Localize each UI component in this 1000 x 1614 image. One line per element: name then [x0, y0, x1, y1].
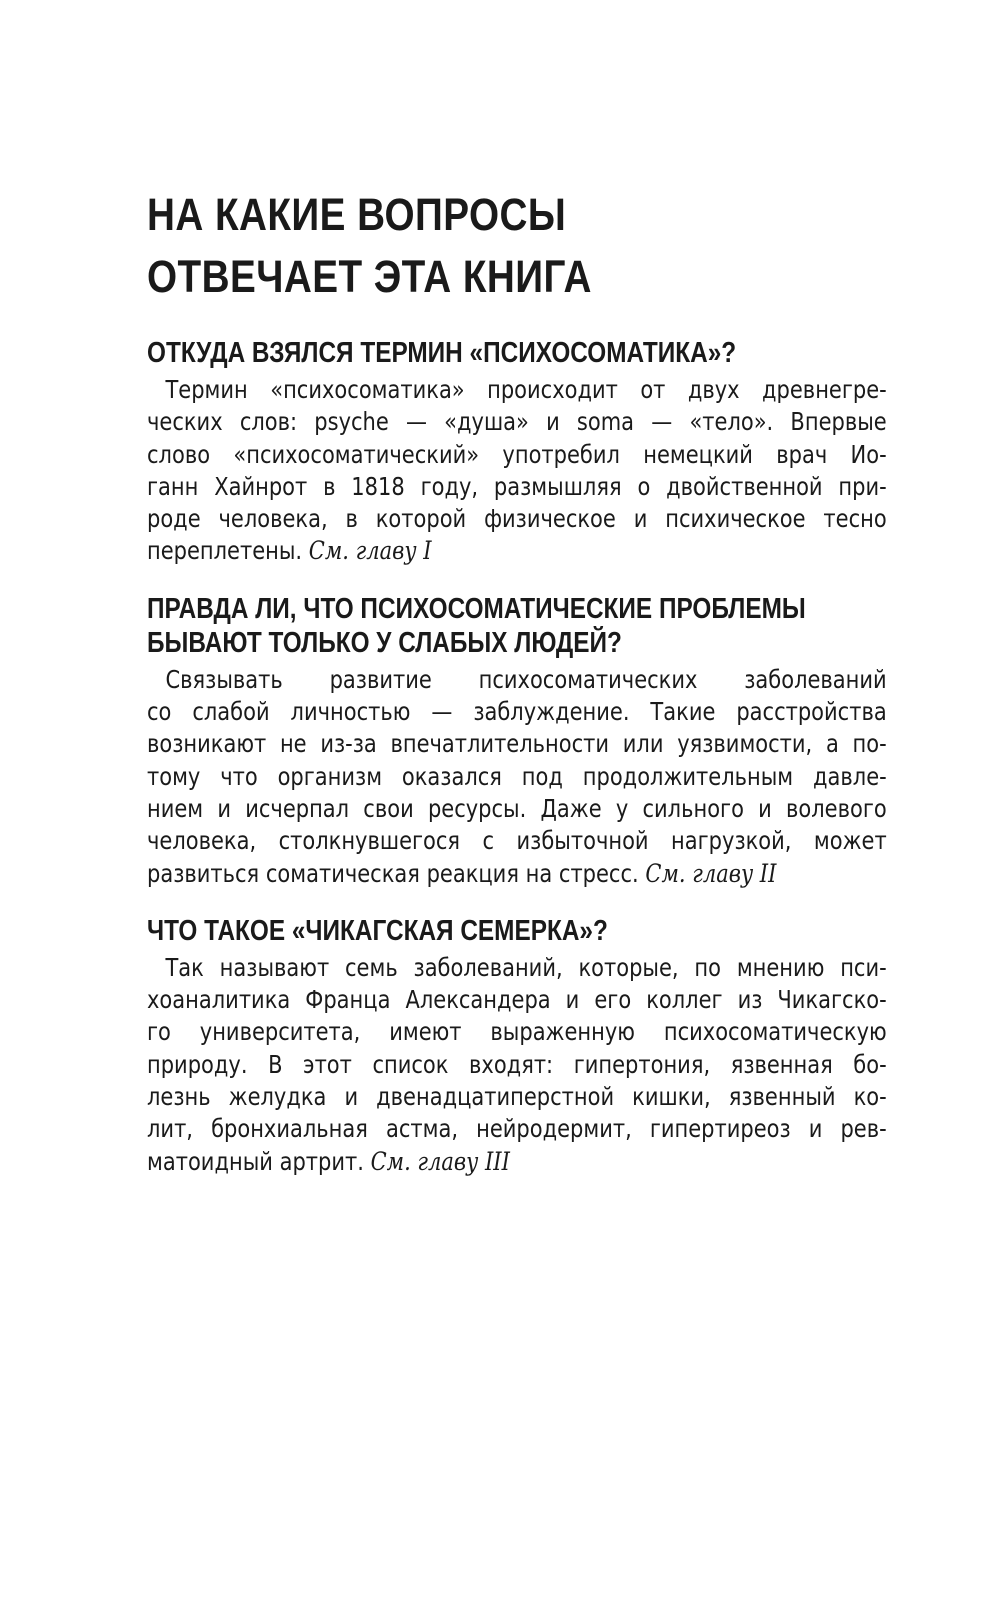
text-line: ческих слов: psyche — «душа» и soma — «тело». Впервые: [147, 407, 887, 437]
heading-line: ПРАВДА ЛИ, ЧТО ПСИХОСОМАТИЧЕСКИЕ ПРОБЛЕМЫ: [147, 592, 806, 625]
text-line: го университета, имеют выраженную психосоматическую: [147, 1017, 887, 1047]
text-line: со слабой личностью — заблуждение. Такие расстройства: [147, 697, 887, 727]
text-line: роде человека, в которой физическое и психическое тесно: [147, 504, 887, 534]
chapter-reference: См. главу II: [645, 858, 777, 888]
title-line: ОТВЕЧАЕТ ЭТА КНИГА: [147, 251, 592, 302]
heading-line: БЫВАЮТ ТОЛЬКО У СЛАБЫХ ЛЮДЕЙ?: [147, 626, 622, 659]
question-heading: [147, 336, 769, 370]
question-section: [147, 336, 887, 568]
text-line: природу. В этот список входят: гипертония, язвенная бо-: [147, 1049, 887, 1079]
answer-paragraph: [147, 664, 887, 890]
chapter-reference: См. главу I: [308, 536, 432, 566]
chapter-reference: См. главу III: [370, 1146, 510, 1176]
text-line: матоидный артрит.: [147, 1146, 364, 1176]
text-line: человека, столкнувшегося с избыточной нагрузкой, может: [147, 826, 887, 856]
heading-line: ОТКУДА ВЗЯЛСЯ ТЕРМИН «ПСИХОСОМАТИКА»?: [147, 337, 737, 369]
book-page: [147, 184, 887, 1202]
text-line: лезнь желудка и двенадцатиперстной кишки, язвенный ко-: [147, 1082, 887, 1112]
text-line: Термин «психосоматика» происходит от двух древнегре-: [165, 375, 887, 404]
text-line-last: [147, 858, 887, 890]
text-line: Так называют семь заболеваний, которые, по мнению пси-: [165, 952, 887, 982]
text-line: лит, бронхиальная астма, нейродермит, гипертиреоз и рев-: [147, 1114, 887, 1144]
text-line: хоаналитика Франца Александера и его коллег из Чикагско-: [147, 985, 887, 1015]
text-line-last: [147, 1146, 887, 1178]
question-heading: [147, 592, 806, 660]
text-line: Связывать развитие психосоматических заболеваний: [165, 664, 887, 694]
question-section: [147, 914, 887, 1178]
text-line: возникают не из-за впечатлительности или уязвимости, а по-: [147, 729, 887, 759]
title-line: НА КАКИЕ ВОПРОСЫ: [147, 189, 567, 240]
text-line: слово «психосоматический» употребил немецкий врач Ио-: [147, 439, 887, 469]
question-section: [147, 592, 887, 890]
question-heading: [147, 914, 769, 948]
heading-line: ЧТО ТАКОЕ «ЧИКАГСКАЯ СЕМЕРКА»?: [147, 914, 608, 947]
text-line: ганн Хайнрот в 1818 году, размышляя о двойственной при-: [147, 471, 887, 501]
text-line-last: [147, 535, 887, 567]
text-line: нием и исчерпал свои ресурсы. Даже у сильного и волевого: [147, 793, 887, 823]
text-line: переплетены.: [147, 536, 303, 566]
page-title: [147, 184, 783, 308]
text-line: тому что организм оказался под продолжительным давле-: [147, 761, 887, 791]
text-line: развиться соматическая реакция на стресс.: [147, 858, 639, 888]
answer-paragraph: [147, 952, 887, 1178]
answer-paragraph: [147, 374, 887, 568]
